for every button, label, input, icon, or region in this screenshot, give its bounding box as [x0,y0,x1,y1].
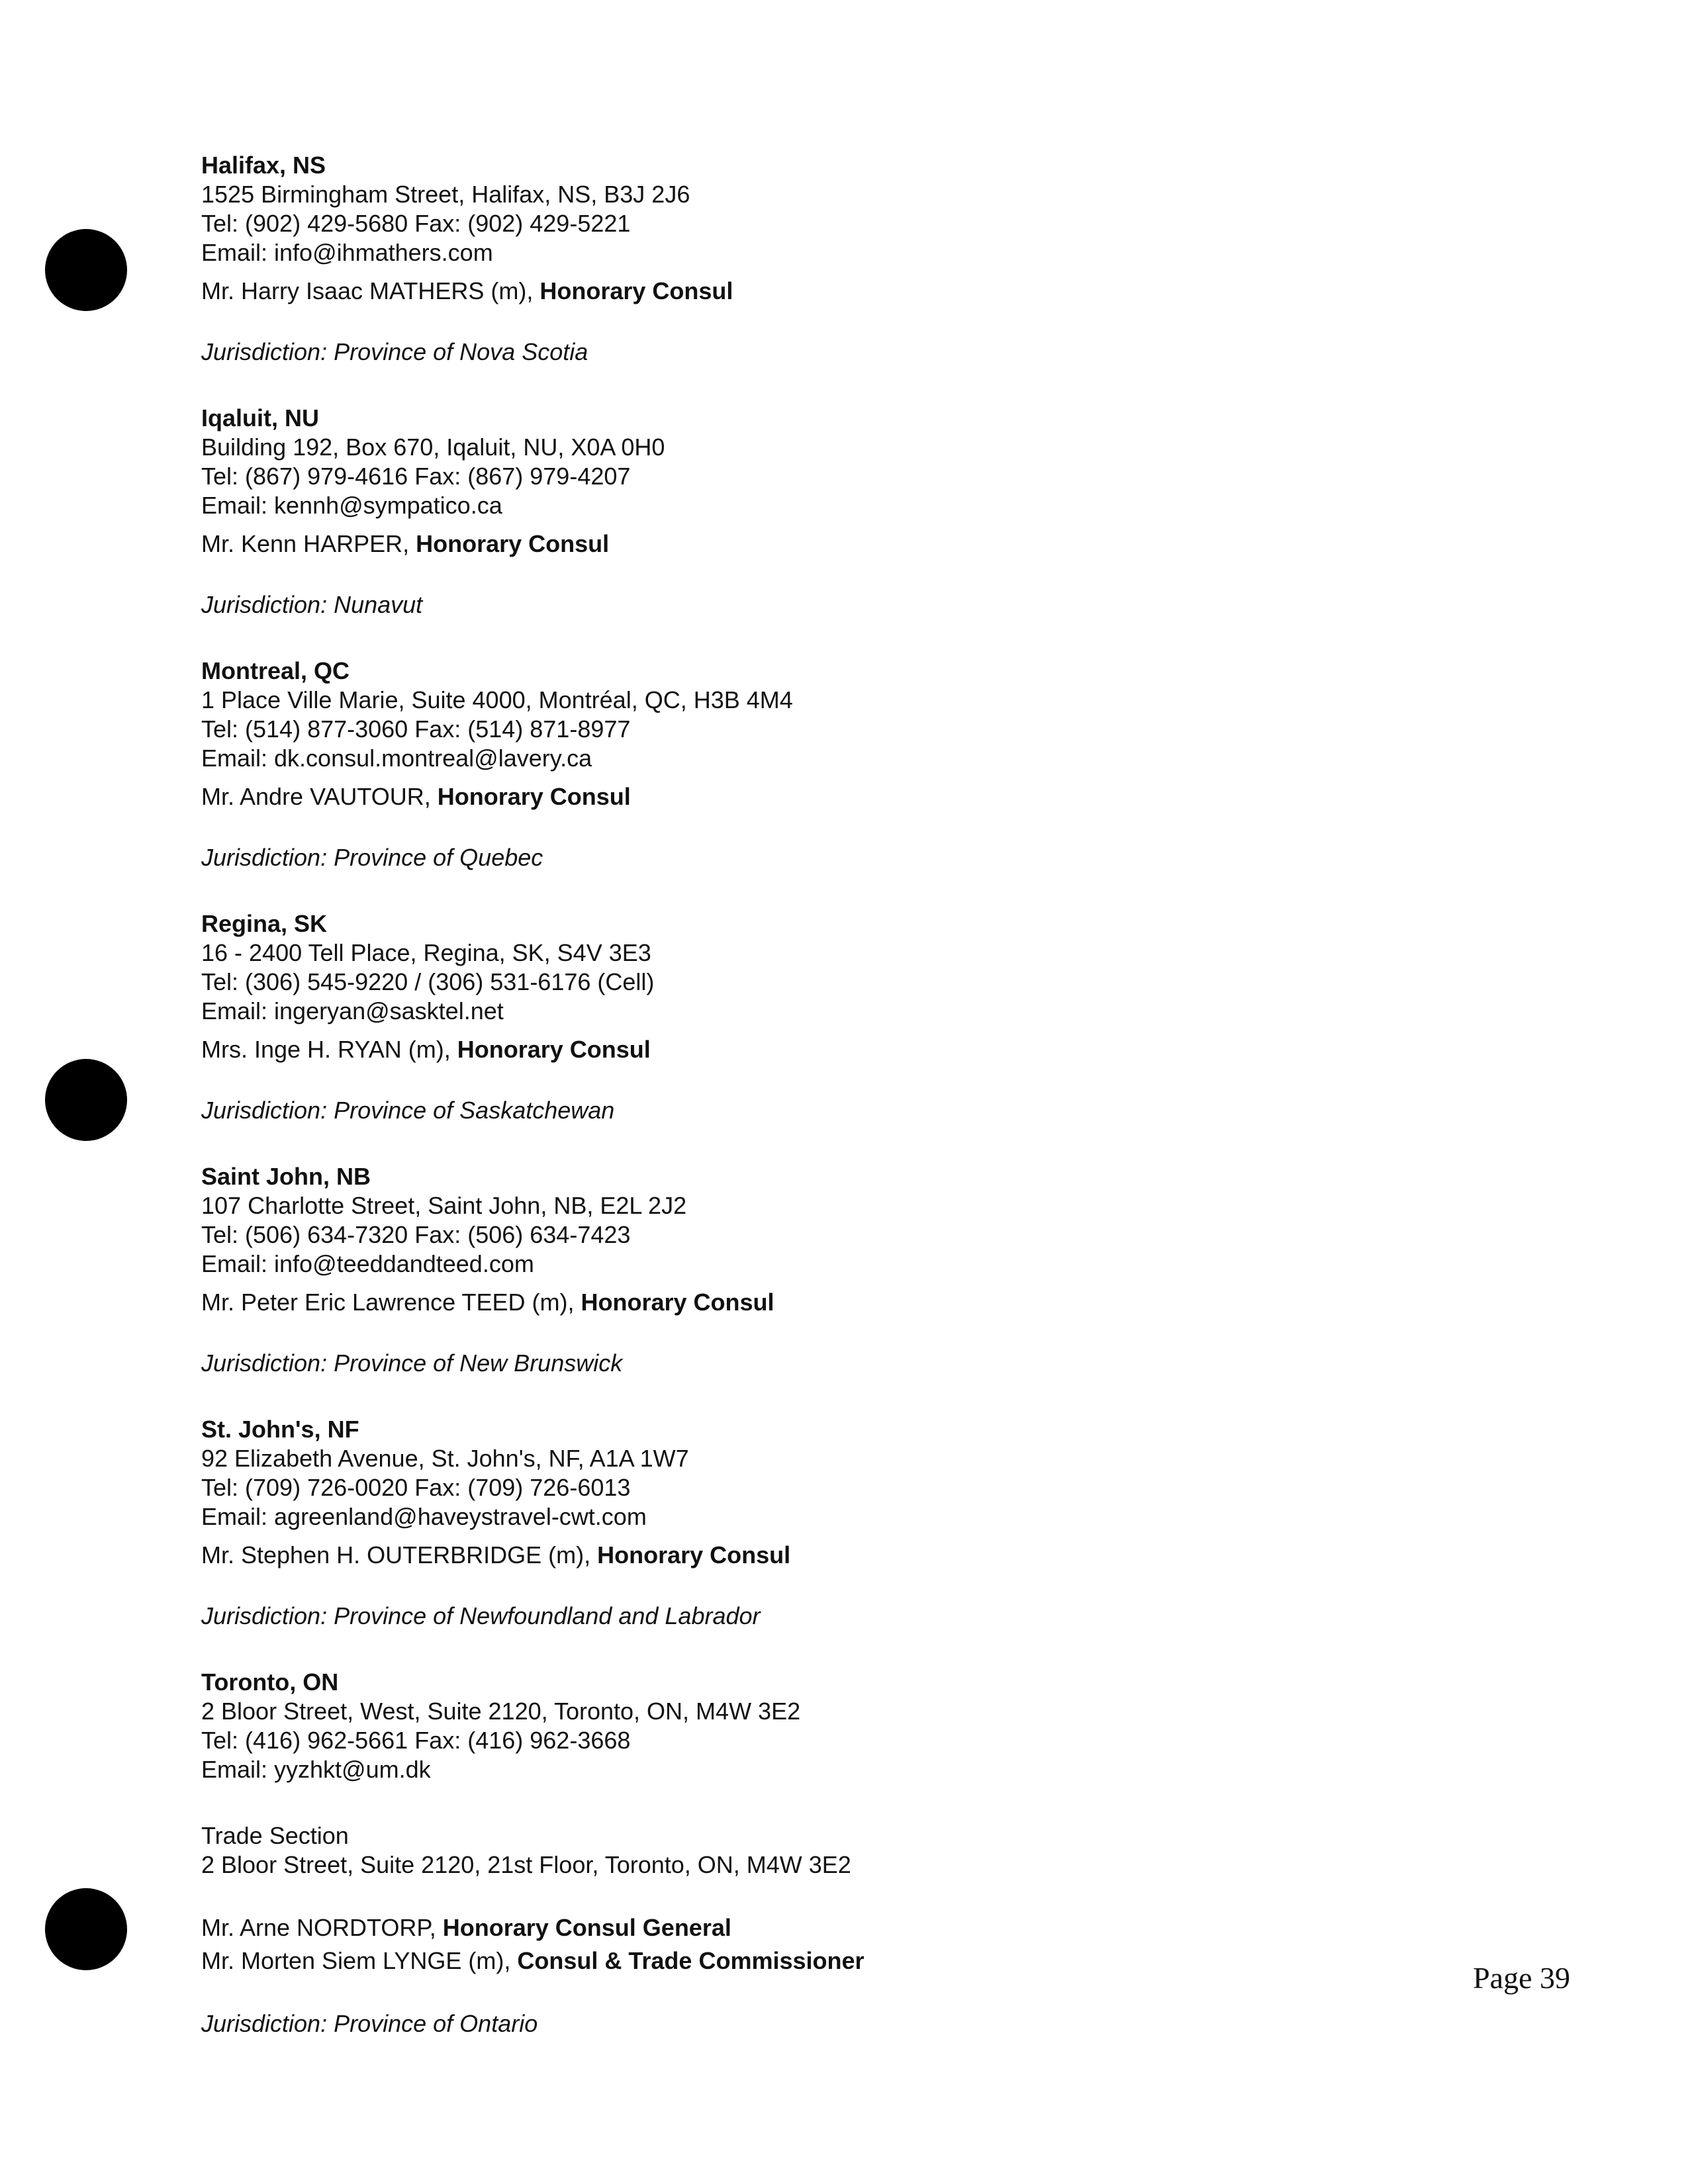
jurisdiction: Jurisdiction: Province of Quebec [201,844,543,871]
email: Email: kennh@sympatico.ca [201,492,502,519]
phone-fax: Tel: (902) 429-5680 Fax: (902) 429-5221 [201,210,631,237]
consul-name: Mr. Harry Isaac MATHERS (m), [201,277,540,304]
trade-section-label: Trade Section [201,1822,349,1849]
consul-line [201,1288,1459,1317]
consulate-entry-toronto [201,1668,1459,2038]
consul-name: Mr. Kenn HARPER, [201,530,416,557]
consul-title: Honorary Consul [437,783,631,810]
email: Email: ingeryan@sasktel.net [201,997,504,1024]
address: 92 Elizabeth Avenue, St. John's, NF, A1A 1W7 [201,1445,689,1472]
jurisdiction: Jurisdiction: Province of Ontario [201,2010,538,2037]
consul-name: Mr. Andre VAUTOUR, [201,783,438,810]
city-heading: Montreal, QC [201,657,350,684]
phone-fax: Tel: (416) 962-5661 Fax: (416) 962-3668 [201,1727,631,1754]
consul-line [201,277,1459,306]
address: Building 192, Box 670, Iqaluit, NU, X0A 0H0 [201,433,665,461]
address: 1525 Birmingham Street, Halifax, NS, B3J 2J6 [201,181,690,208]
email: Email: info@ihmathers.com [201,239,493,266]
consul-title: Honorary Consul [416,530,610,557]
phone-fax: Tel: (867) 979-4616 Fax: (867) 979-4207 [201,463,631,490]
city-heading: St. John's, NF [201,1416,359,1443]
consul-name: Mr. Peter Eric Lawrence TEED (m), [201,1289,581,1316]
jurisdiction: Jurisdiction: Province of Saskatchewan [201,1097,615,1124]
consulate-entry-iqaluit [201,404,1459,619]
consulate-entry-regina [201,909,1459,1125]
consul-list [201,1911,1459,1978]
phone-fax: Tel: (506) 634-7320 Fax: (506) 634-7423 [201,1221,631,1248]
address: 16 - 2400 Tell Place, Regina, SK, S4V 3E3 [201,939,651,966]
consul-name: Mr. Arne NORDTORP, [201,1914,443,1941]
consul-line [201,529,1459,559]
city-heading: Halifax, NS [201,152,326,179]
jurisdiction: Jurisdiction: Nunavut [201,591,423,618]
consul-title: Honorary Consul [457,1036,651,1063]
consulate-entry-saint-john [201,1162,1459,1378]
city-heading: Regina, SK [201,910,328,937]
address: 1 Place Ville Marie, Suite 4000, Montréal, QC, H3B 4M4 [201,686,793,713]
city-heading: Iqaluit, NU [201,404,319,432]
consul-line [201,1541,1459,1570]
page-number: Page 39 [1473,1961,1570,1995]
address: 2 Bloor Street, West, Suite 2120, Toronto, ON, M4W 3E2 [201,1698,801,1725]
jurisdiction: Jurisdiction: Province of Nova Scotia [201,338,588,365]
punch-hole [45,1059,127,1141]
punch-hole [45,229,127,311]
address: 107 Charlotte Street, Saint John, NB, E2L 2J2 [201,1192,687,1219]
email: Email: dk.consul.montreal@lavery.ca [201,745,592,772]
consul-title: Honorary Consul [539,277,733,304]
punch-hole [45,1888,127,1970]
consul-line [201,1944,1459,1978]
phone-fax: Tel: (306) 545-9220 / (306) 531-6176 (Cell) [201,968,655,995]
jurisdiction: Jurisdiction: Province of Newfoundland and Labrador [201,1602,761,1629]
consul-line [201,782,1459,811]
email: Email: yyzhkt@um.dk [201,1756,431,1783]
consul-title: Honorary Consul [597,1541,791,1569]
consulate-entry-halifax [201,151,1459,367]
email: Email: info@teeddandteed.com [201,1250,534,1277]
phone-fax: Tel: (709) 726-0020 Fax: (709) 726-6013 [201,1474,631,1501]
consul-title: Honorary Consul General [442,1914,731,1941]
consulate-entry-montreal [201,657,1459,872]
consul-name: Mr. Morten Siem LYNGE (m), [201,1947,518,1974]
consul-line [201,1035,1459,1064]
consul-line [201,1911,1459,1944]
consul-name: Mr. Stephen H. OUTERBRIDGE (m), [201,1541,598,1569]
phone-fax: Tel: (514) 877-3060 Fax: (514) 871-8977 [201,715,631,743]
consulate-list [201,151,1459,2075]
jurisdiction: Jurisdiction: Province of New Brunswick [201,1349,623,1377]
consul-name: Mrs. Inge H. RYAN (m), [201,1036,457,1063]
city-heading: Toronto, ON [201,1668,339,1696]
trade-section-address: 2 Bloor Street, Suite 2120, 21st Floor, Toronto, ON, M4W 3E2 [201,1851,851,1878]
email: Email: agreenland@haveystravel-cwt.com [201,1503,647,1530]
consul-title: Honorary Consul [581,1289,774,1316]
city-heading: Saint John, NB [201,1163,371,1190]
consul-title: Consul & Trade Commissioner [517,1947,865,1974]
consulate-entry-st-johns [201,1415,1459,1631]
